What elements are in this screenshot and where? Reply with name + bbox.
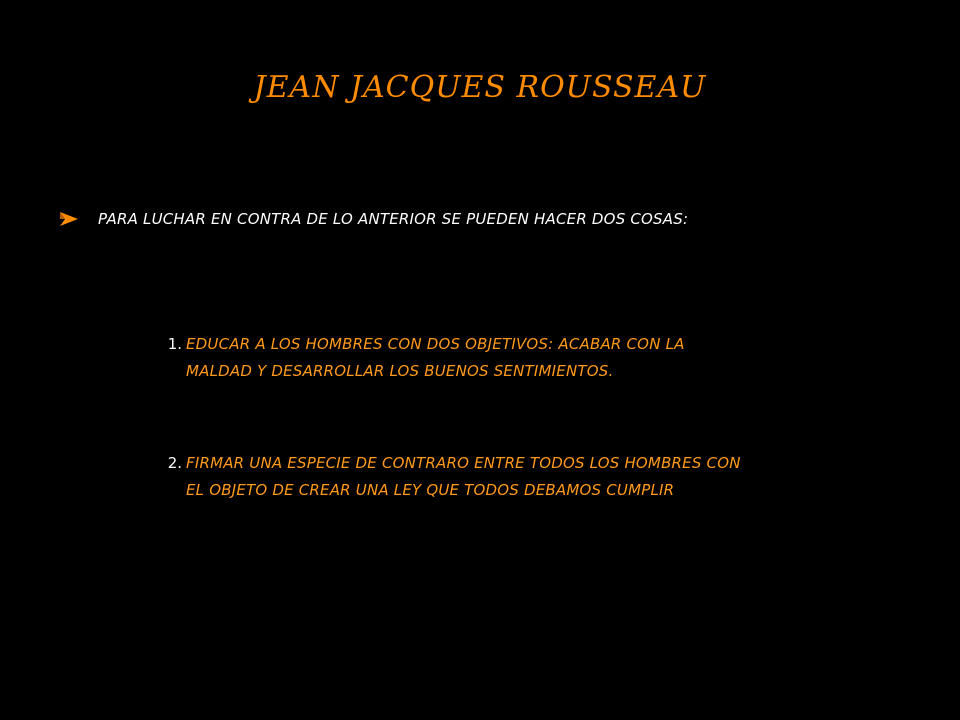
item-text-line: EL OBJETO DE CREAR UNA LEY QUE TODOS DEBAMOS CUMPLIR xyxy=(186,481,675,499)
item-text xyxy=(186,450,741,504)
numbered-item xyxy=(150,331,940,385)
item-text xyxy=(186,331,685,385)
slide-title: JEAN JACQUES ROUSSEAU xyxy=(253,70,707,105)
arrow-bullet-icon xyxy=(58,210,80,228)
bullet-text: PARA LUCHAR EN CONTRA DE LO ANTERIOR SE PUEDEN HACER DOS COSAS: xyxy=(98,210,689,228)
item-text-line: FIRMAR UNA ESPECIE DE CONTRARO ENTRE TODOS LOS HOMBRES CON xyxy=(186,454,741,472)
item-text-line: EDUCAR A LOS HOMBRES CON DOS OBJETIVOS: ACABAR CON LA xyxy=(186,335,685,353)
item-number: 2. xyxy=(167,454,182,472)
item-number: 1. xyxy=(167,335,182,353)
bullet-point xyxy=(58,210,938,228)
numbered-item xyxy=(150,450,940,504)
item-text-line: MALDAD Y DESARROLLAR LOS BUENOS SENTIMIENTOS. xyxy=(186,362,614,380)
